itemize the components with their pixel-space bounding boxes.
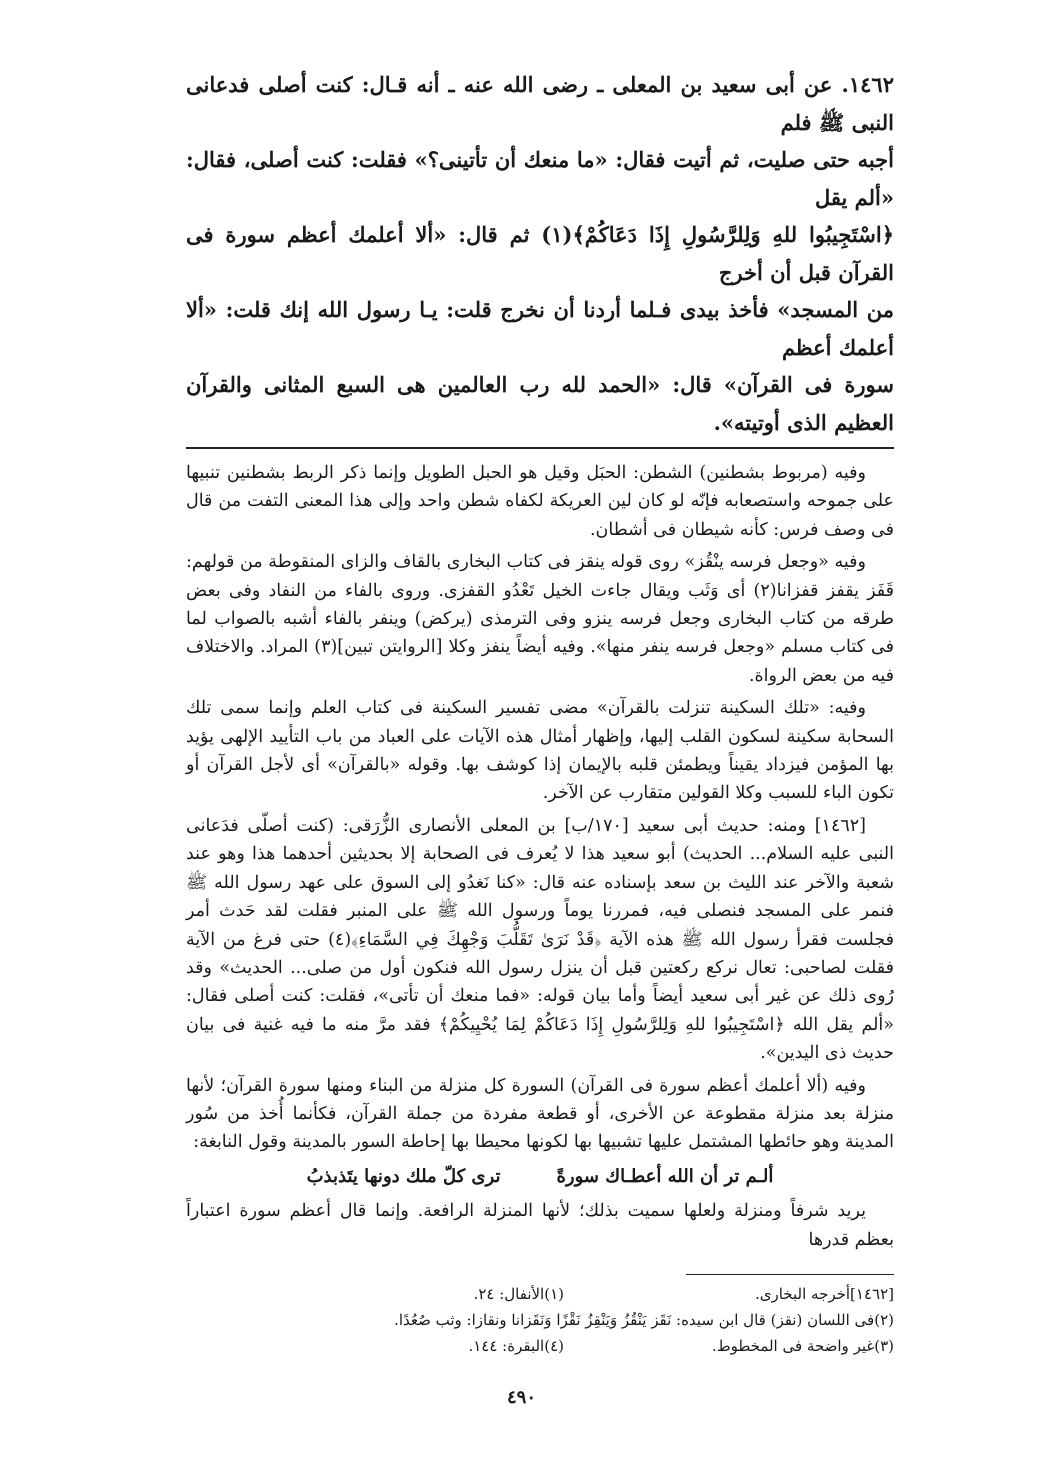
hadith-line: سورة فى القرآن» قال: «الحمد لله رب العالمين هى السبع المثانى والقرآن العظيم الذى أوتيته».	[186, 372, 894, 435]
footnotes	[186, 1281, 894, 1359]
hadith-text	[186, 66, 894, 441]
hadith-line: ١٤٦٢. عن أبى سعيد بن المعلى ـ رضى الله عنه ـ أنه قـال: كنت أصلى فدعانى النبى ﷺ فلم	[186, 72, 894, 135]
footnote-4: (٤)البقرة: ١٤٤.	[468, 1336, 564, 1355]
hadith-line: أجبه حتى صليت، ثم أتيت فقال: «ما منعك أن تأتينى؟» فقلت: كنت أصلى، فقال: «ألم يقل	[186, 147, 894, 210]
commentary-closing: يريد شرفاً ومنزلة ولعلها سميت بذلك؛ لأنها المنزلة الرافعة. وإنما قال أعظم سورة اعتباراً بعظم قدرها	[186, 1201, 894, 1250]
commentary-paragraph: وفيه «وجعل فرسه ينْقُز» روى قوله ينقز فى كتاب البخارى بالقاف والزاى المنقوطة من قولهم: قَفَز يقفز قفزانا(٢) أى وَثَب ويقال جاءت الخيل تَعْدُو القفزى. وروى بالفاء من النفاد وفى بعض طرقه من كتاب البخارى وجعل فرسه ينزو وفى الترمذى (يركض) وينفر بالفاء أشبه بالصواب لما فى كتاب مسلم «وجعل فرسه ينفر منها». وفيه أيضاً ينفز وكلا [الروايتن تبين](٣) المراد. والاختلاف فيه من بعض الرواة.	[186, 552, 895, 686]
verse-hemistich-1: ألـم تر أن الله أعطـاك سورةً	[556, 1165, 774, 1187]
footnote-row	[186, 1281, 894, 1307]
footnote-row	[186, 1333, 894, 1359]
footnote-1: (١)الأنفال: ٢٤.	[473, 1284, 564, 1303]
section-divider	[186, 447, 894, 449]
commentary-paragraph: وفيه: «تلك السكينة تنزلت بالقرآن» مضى تفسير السكينة فى كتاب العلم وإنما سمى تلك السحابة سكينة لسكون القلب إليها، وإظهار أمثال هذه الآيات على العباد من باب التأييد الإلهى يؤيد بها المؤمن فيزداد يقيناً ويطمئن قلبه بالإيمان إذا كوشف بها. وقوله «بالقرآن» أى لأجل القرآن أو تكون الباء للسبب وكلا القولين متقارب عن الآخر.	[186, 698, 894, 804]
footnote-row	[186, 1307, 894, 1333]
footnote-3: (٣)غير واضحة فى المخطوط.	[711, 1336, 894, 1355]
hadith-line: ﴿اسْتَجِيبُوا للهِ وَلِلرَّسُولِ إِذَا دَعَاكُمْ﴾(١) ثم قال: «ألا أعلمك أعظم سورة فى القرآن قبل أن أخرج	[186, 222, 894, 285]
page-number: ٤٩٠	[506, 1387, 536, 1408]
poetry-verse	[186, 1163, 894, 1191]
hadith-line: من المسجد» فأخذ بيدى فـلما أردنا أن نخرج قلت: يـا رسول الله إنك قلت: «ألا أعلمك أعظم	[186, 297, 894, 360]
footnote-1462: [١٤٦٢]أخرجه البخارى.	[754, 1284, 894, 1303]
commentary-paragraph: [١٤٦٢] ومنه: حديث أبى سعيد [١٧٠/ب] بن المعلى الأنصارى الزُّرَقى: (كنت أصلّى فدَعانى النبى عليه السلام... الحديث) أبو سعيد هذا لا يُعرف فى الصحابة إلا بحديثين أحدهما هذا وهو عند شعبة والآخر عند الليث بن سعد بإسناده عنه قال: «كنا نَغدُو إلى السوق على عهد رسول الله ﷺ فنمر على المسجد فنصلى فيه، فمررنا يوماً ورسول الله ﷺ على المنبر فقلت لقد حَدث أمر فجلست فقرأ رسول الله ﷺ هذه الآية ﴿قَدْ نَرَىٰ تَقَلُّبَ وَجْهِكَ فِي السَّمَاءِ﴾(٤) حتى فرغ من الآية فقلت لصاحبى: تعال نركع ركعتين قبل أن ينزل رسول الله فنكون أول من صلى... الحديث» وقد رُوى ذلك عن غير أبى سعيد أيضاً وأما بيان قوله: «فما منعك أن تأتى»، فقلت: كنت أصلى فقال: «ألم يقل الله ﴿اسْتَجِيبُوا للهِ وَلِلرَّسُولِ إِذَا دَعَاكُمْ لِمَا يُحْيِيكُمْ﴾ فقد مرَّ منه ما فيه غنية فى بيان حديث ذى اليدين».	[186, 815, 894, 1064]
commentary-paragraph: وفيه (ألا أعلمك أعظم سورة فى القرآن) السورة كل منزلة من البناء ومنها سورة القرآن؛ لأنها منزلة بعد منزلة مقطوعة عن الأخرى، أو قطعة مفردة من جملة القرآن، فكأنما أُخذ من سُور المدينة وهو حائطها المشتمل عليها تشبيها بها لكونها محيطا بها إحاطة السور بالمدينة وقول النابغة:	[186, 1075, 894, 1153]
page-body	[186, 66, 894, 1359]
commentary-paragraph: وفيه (مربوط بشطنين) الشطن: الحبَل وقيل هو الحبل الطويل وإنما ذكر الربط بشطنين تنبيها على جموحه واستصعابه فإنّه لو كان لين العريكة لكفاه شطن واحد وإلى هذا المعنى التفت من قال فى وصف فرس: كأنه شيطان فى أشطان.	[186, 463, 894, 540]
verse-hemistich-2: ترى كلّ ملك دونها يتَذبذبُ	[306, 1165, 501, 1187]
footnote-2: (٢)فى اللسان (نقز) قال ابن سيده: نَقَز يَنْقُزُ وَيَنْقِزُ نَقْزًا وَنَقَزانا ونقازا: وثب صُعُدًا.	[394, 1310, 894, 1329]
footnote-divider	[686, 1274, 894, 1275]
commentary	[186, 459, 894, 1254]
